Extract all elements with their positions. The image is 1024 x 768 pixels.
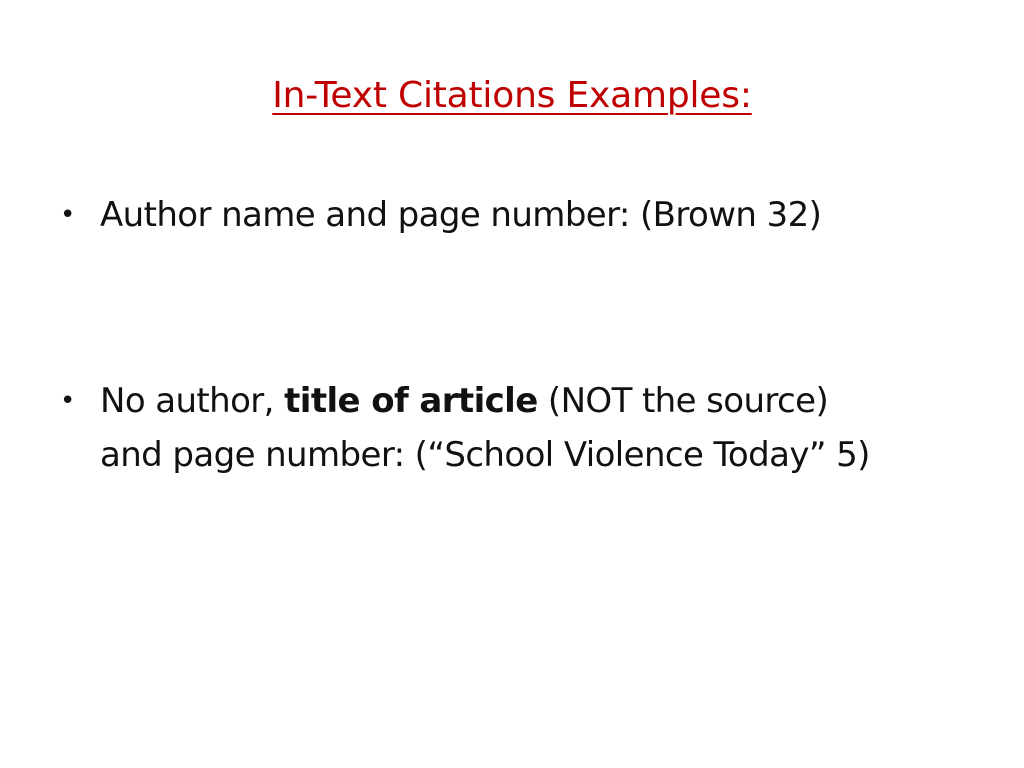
bullet-text-line2: and page number: (“School Violence Today” 5)	[100, 435, 870, 475]
bullet-text-part1: No author,	[100, 381, 285, 421]
bullet-list	[58, 188, 998, 482]
bullet-text: Author name and page number: (Brown 32)	[100, 195, 822, 235]
bullet-item-no-author	[58, 374, 998, 482]
bullet-dot-icon: •	[60, 386, 75, 416]
bullet-item-author-page	[58, 188, 998, 242]
bullet-dot-icon: •	[60, 200, 75, 230]
slide-title: In-Text Citations Examples:	[272, 75, 752, 116]
bullet-text-bold: title of article	[284, 381, 538, 421]
bullet-text-part2: (NOT the source)	[537, 381, 829, 421]
